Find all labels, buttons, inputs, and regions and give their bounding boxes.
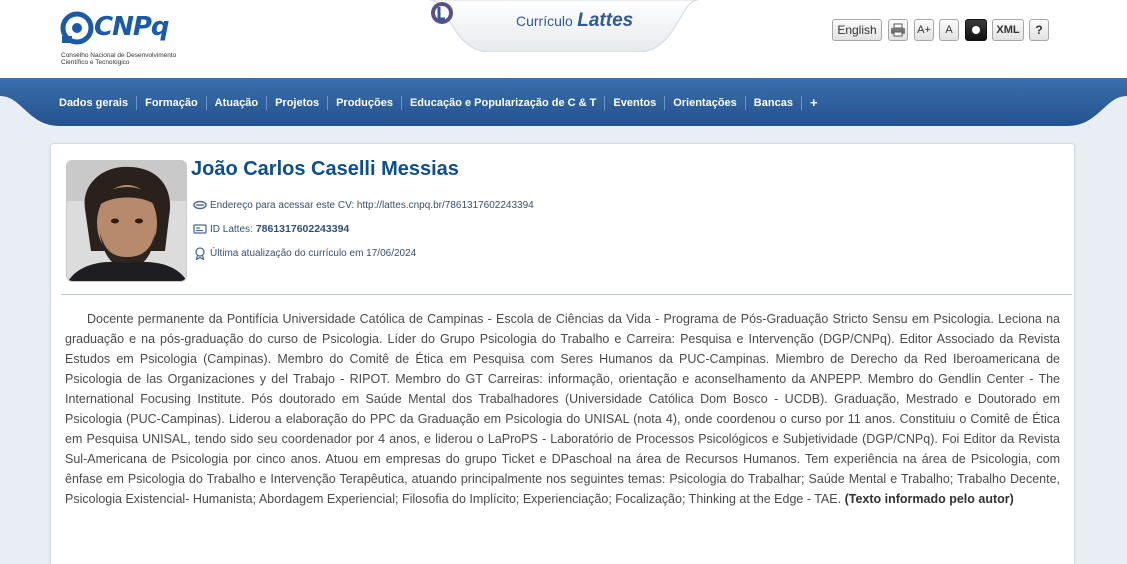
cv-address[interactable]: Endereço para acessar este CV: http://lattes.cnpq.br/7861317602243394 bbox=[210, 199, 534, 211]
summary-text bbox=[65, 309, 1060, 509]
help-button[interactable]: ? bbox=[1029, 19, 1049, 41]
nav-item-bancas[interactable]: Bancas bbox=[745, 96, 801, 110]
top-header bbox=[0, 0, 1127, 80]
nav-item-educacao[interactable]: Educação e Popularização de C & T bbox=[401, 96, 604, 110]
lattes-logo-icon bbox=[430, 0, 454, 26]
font-increase-button[interactable]: A+ bbox=[914, 19, 934, 41]
lattes-id-value: 7861317602243394 bbox=[255, 223, 350, 235]
award-icon bbox=[193, 246, 207, 260]
profile-photo-image bbox=[67, 161, 187, 282]
cnpq-brand: CNPq bbox=[94, 12, 169, 42]
profile-photo bbox=[66, 160, 187, 282]
nav-item-eventos[interactable]: Eventos bbox=[604, 96, 664, 110]
app-title-prefix: Currículo bbox=[516, 13, 573, 29]
person-name: João Carlos Caselli Messias bbox=[191, 158, 459, 180]
cv-address-row bbox=[193, 198, 534, 212]
summary-body: Docente permanente da Pontifícia Universidade Católica de Campinas - Escola de Ciências da Vida - Programa de Pós-Graduação Stricto Sensu em Psicologia. Leciona na graduação e na pós-graduação do curso de Psicologia. Líder do Grupo Psicologia do Trabalho e Carreira: Pesquisa e Intervenção (DGP/CNPq). Editor Associado da Revista Estudos em Psicologia (Campinas). Membro do Comitê de Ética em Pesquisa com Seres Humanos da PUC-Campinas. Miembro de Derecho da Red Iberoamericana de Psicologia de las Organizaciones y del Trabajo - RIPOT. Membro do GT Carreiras: informação, orientação e aconselhamento da ANPEPP. Membro do Gendlin Center - The International Focusing Institute. Pós doutorado em Saúde Mental dos Trabalhadores (Universidade Católica Dom Bosco - UCDB). Graduação, Mestrado e Doutorado em Psicologia (PUC-Campinas). Liderou a elaboração do PPC da Graduação em Psicologia do UNISAL (nota 4), onde coordenou o curso por 11 anos. Constituiu o Comitê de Ética em Pesquisa UNISAL, tendo sido seu coordenador por 4 anos, e liderou o LaProPS - Laboratório de Processos Psicológicos e Subjetividade (DGP/CNPq). Foi Editor da Revista Sul-Americana de Psicologia por cinco anos. Atuou em empresas do grupo Ticket e DPaschoal na área de Recursos Humanos. Tem experiência na área de Psicologia, com ênfase em Psicologia do Trabalho e Intervenção Terapêutica, atuando principalmente nos seguintes temas: Psicologia do Trabalhar; Saúde Mental e Trabalho; Trabalho Decente, Psicologia Existencial- Humanista; Abordagem Experiencial; Filosofia do Implícito; Experienciação; Focalização; Thinking at the Edge - TAE. bbox=[65, 312, 1060, 506]
nav-item-more[interactable]: + bbox=[801, 96, 826, 110]
lattes-id-row bbox=[193, 222, 349, 236]
link-icon bbox=[193, 198, 207, 212]
nav-item-producoes[interactable]: Produções bbox=[327, 96, 401, 110]
last-update-row bbox=[193, 246, 416, 260]
font-decrease-button[interactable]: A bbox=[939, 19, 959, 41]
printer-icon bbox=[890, 23, 906, 37]
app-title bbox=[516, 10, 633, 32]
cnpq-logo[interactable] bbox=[60, 8, 190, 70]
nav-item-projetos[interactable]: Projetos bbox=[266, 96, 327, 110]
last-update: Última atualização do currículo em 17/06/2024 bbox=[210, 247, 417, 259]
profile-card bbox=[50, 143, 1075, 564]
contrast-button[interactable] bbox=[965, 19, 987, 41]
app-title-name: Lattes bbox=[577, 10, 634, 31]
english-button[interactable]: English bbox=[832, 19, 882, 41]
nav-item-orientacoes[interactable]: Orientações bbox=[664, 96, 745, 110]
xml-button[interactable]: XML bbox=[992, 19, 1024, 41]
id-card-icon bbox=[193, 222, 207, 236]
summary-note: (Texto informado pelo autor) bbox=[844, 492, 1014, 506]
contrast-icon bbox=[971, 25, 981, 35]
nav-item-atuacao[interactable]: Atuação bbox=[206, 96, 266, 110]
lattes-title-tab bbox=[430, 0, 698, 52]
nav-item-formacao[interactable]: Formação bbox=[136, 96, 206, 110]
lattes-id-label: ID Lattes: bbox=[210, 223, 253, 235]
nav-menu bbox=[53, 95, 826, 111]
divider bbox=[61, 294, 1072, 295]
print-button[interactable] bbox=[888, 19, 908, 41]
cnpq-mark-icon bbox=[60, 10, 96, 46]
main-navigation bbox=[0, 78, 1127, 128]
cnpq-subtitle: Conselho Nacional de Desenvolvimento Científico e Tecnológico bbox=[61, 52, 177, 66]
nav-item-dados-gerais[interactable]: Dados gerais bbox=[59, 97, 129, 109]
